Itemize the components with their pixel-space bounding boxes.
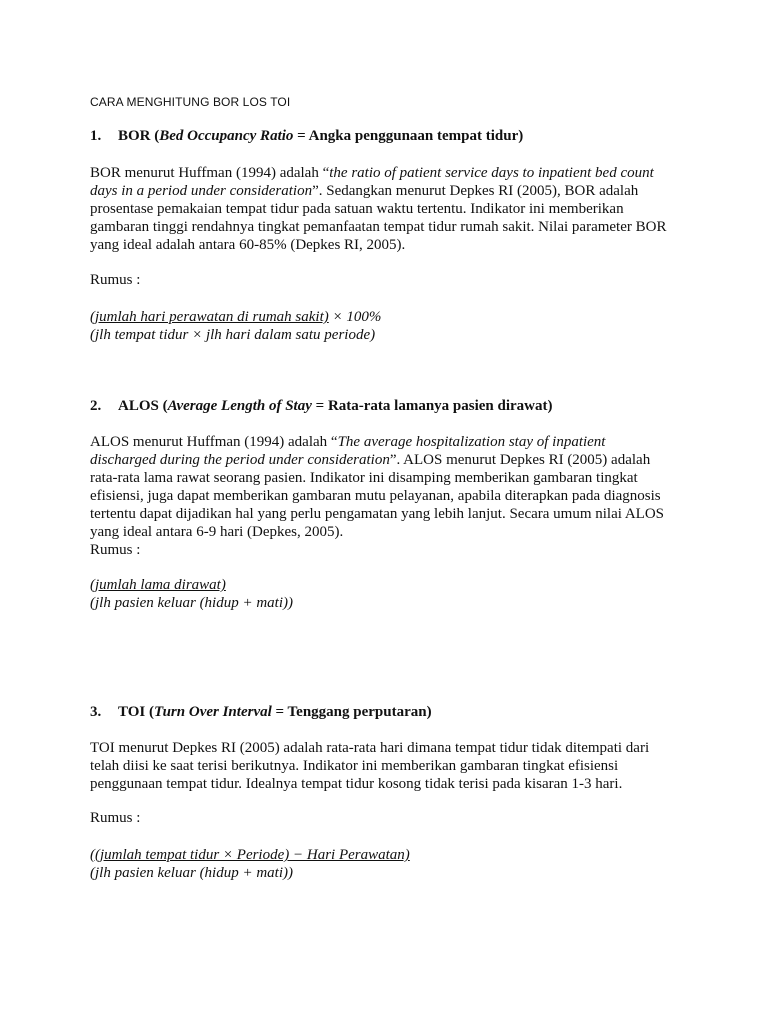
formula-denominator: (jlh pasien keluar (hidup + mati)) (90, 865, 294, 881)
formula-denominator: (jlh pasien keluar (hidup + mati)) (90, 595, 294, 611)
body-line: telah diisi ke saat terisi berikutnya. Indikator ini memberikan gambaran tingkat efisiensi (90, 758, 619, 774)
heading-suffix: = Angka penggunaan tempat tidur) (293, 128, 524, 144)
heading-prefix: TOI ( (118, 704, 154, 720)
section-number: 2. (90, 398, 102, 414)
body-line: penggunaan tempat tidur. Idealnya tempat tidur kosong tidak terisi pada kisaran 1-3 hari. (90, 776, 623, 792)
heading-suffix: = Tenggang perputaran) (271, 704, 432, 720)
formula-numerator: (jumlah hari perawatan di rumah sakit) (90, 309, 329, 325)
rumus-label: Rumus : (90, 810, 141, 826)
section-body-alos (90, 433, 680, 559)
heading-italic: Bed Occupancy Ratio (159, 128, 294, 144)
body-line: days in a period under consideration”. Sedangkan menurut Depkes RI (2005), BOR adalah (90, 183, 639, 199)
section-body-bor (90, 164, 680, 254)
body-line: TOI menurut Depkes RI (2005) adalah rata-rata hari dimana tempat tidur tidak ditempati dari (90, 740, 650, 756)
document-title: CARA MENGHITUNG BOR LOS TOI (90, 95, 291, 109)
body-line: ALOS menurut Huffman (1994) adalah “The average hospitalization stay of inpatient (90, 434, 606, 450)
body-line: prosentase pemakaian tempat tidur pada satuan waktu tertentu. Indikator ini memberikan (90, 201, 624, 217)
section-heading-alos (90, 398, 553, 415)
body-line: yang ideal antara 6-9 hari (Depkes, 2005). (90, 524, 344, 540)
formula-numerator-tail: × 100% (328, 309, 382, 325)
formula-toi (90, 846, 410, 882)
body-line: BOR menurut Huffman (1994) adalah “the ratio of patient service days to inpatient bed count (90, 165, 654, 181)
section-body-toi (90, 739, 680, 793)
formula-denominator: (jlh tempat tidur × jlh hari dalam satu periode) (90, 327, 376, 343)
formula-numerator: (jumlah lama dirawat) (90, 577, 226, 593)
body-line: tertentu dapat dijadikan hal yang perlu pengamatan yang lebih lanjut. Secara umum nilai ALOS (90, 506, 664, 522)
body-line: yang ideal adalah antara 60-85% (Depkes RI, 2005). (90, 237, 406, 253)
heading-prefix: ALOS ( (118, 398, 168, 414)
section-heading-toi (90, 704, 432, 721)
rumus-label: Rumus : (90, 542, 141, 558)
heading-italic: Average Length of Stay (167, 398, 312, 414)
body-line: gambaran tinggi rendahnya tingkat pemanfaatan tempat tidur rumah sakit. Nilai parameter BOR (90, 219, 667, 235)
formula-numerator: ((jumlah tempat tidur × Periode) − Hari Perawatan) (90, 847, 410, 863)
body-line: rata-rata lama rawat seorang pasien. Indikator ini disamping memberikan gambaran tingkat (90, 470, 638, 486)
heading-italic: Turn Over Interval (153, 704, 272, 720)
section-heading-bor (90, 128, 523, 145)
heading-suffix: = Rata-rata lamanya pasien dirawat) (311, 398, 553, 414)
formula-alos (90, 576, 293, 612)
formula-bor (90, 308, 381, 344)
heading-prefix: BOR ( (118, 128, 160, 144)
section-number: 3. (90, 704, 102, 720)
rumus-label: Rumus : (90, 272, 141, 288)
body-line: discharged during the period under consideration”. ALOS menurut Depkes RI (2005) adalah (90, 452, 651, 468)
body-line: efisiensi, juga dapat memberikan gambaran mutu pelayanan, apabila diterapkan pada diagnosis (90, 488, 661, 504)
section-number: 1. (90, 128, 102, 144)
